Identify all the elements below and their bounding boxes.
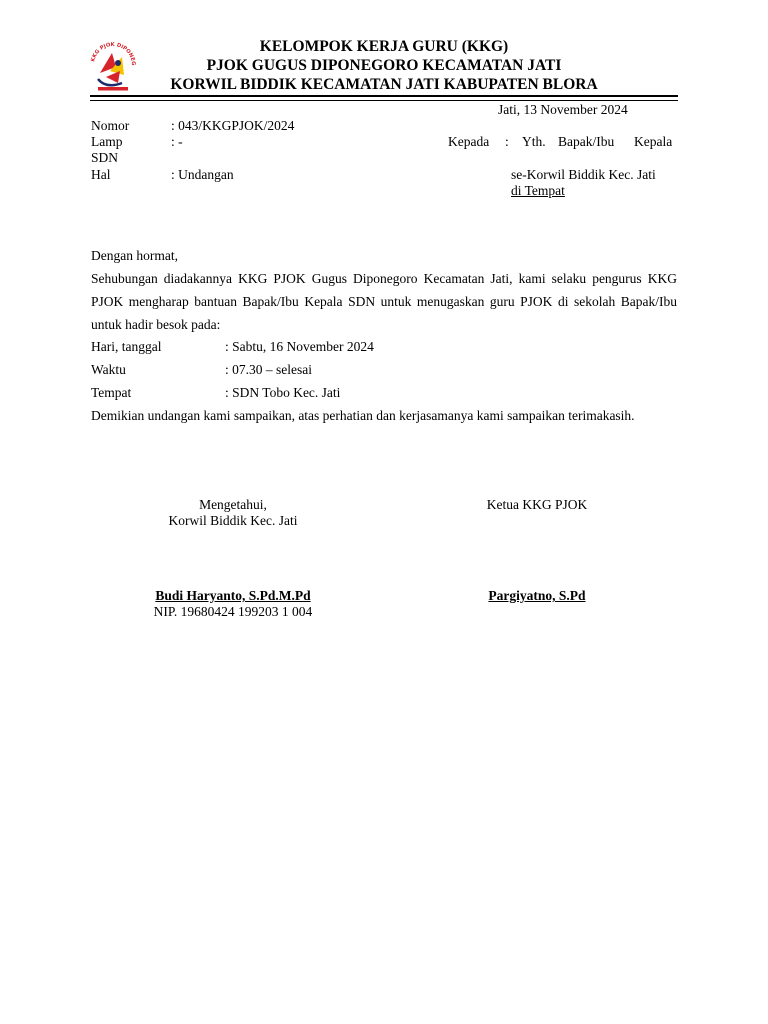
lamp-label: Lamp — [91, 134, 123, 149]
nomor-value: : 043/KKGPJOK/2024 — [171, 118, 295, 133]
nomor-label: Nomor — [91, 118, 130, 133]
letter-date: Jati, 13 November 2024 — [498, 102, 628, 117]
letterhead-line-2: PJOK GUGUS DIPONEGORO KECAMATAN JATI — [206, 57, 562, 74]
sig-left-line-1: Mengetahui, — [199, 497, 267, 512]
detail-value-time: : 07.30 – selesai — [225, 362, 312, 377]
detail-value-date: : Sabtu, 16 November 2024 — [225, 339, 374, 354]
letterhead-line-1: KELOMPOK KERJA GURU (KKG) — [259, 38, 509, 55]
recipient-bapak-ibu: Bapak/Ibu — [558, 134, 615, 149]
letterhead-rule-thick — [90, 95, 678, 97]
hal-value: : Undangan — [171, 167, 234, 182]
closing-paragraph: Demikian undangan kami sampaikan, atas perhatian dan kerjasamanya kami sampaikan terimakasih. — [91, 408, 635, 423]
kepada-label: Kepada — [448, 134, 490, 149]
detail-label-time: Waktu — [91, 362, 126, 377]
lamp-value: : - — [171, 134, 183, 149]
recipient-kepala: Kepala — [634, 134, 673, 149]
kepada-colon: : — [505, 134, 509, 149]
letterhead-line-3: KORWIL BIDDIK KECAMATAN JATI KABUPATEN BLORA — [170, 76, 598, 93]
recipient-line-2: se-Korwil Biddik Kec. Jati — [511, 167, 656, 182]
body-paragraph-1: Sehubungan diadakannya KKG PJOK Gugus Diponegoro Kecamatan Jati, kami selaku pengurus KKG PJOK mengharap bantuan Bapak/Ibu Kepala SDN untuk menugaskan guru PJOK di sekolah Bapak/Ibu untuk hadir besok pada: — [91, 271, 677, 332]
sig-right-name: Pargiyatno, S.Pd — [488, 588, 586, 603]
sig-left-name: Budi Haryanto, S.Pd.M.Pd — [155, 588, 311, 603]
sig-right-line-1: Ketua KKG PJOK — [486, 497, 588, 512]
detail-label-place: Tempat — [91, 385, 132, 400]
recipient-yth: Yth. — [522, 134, 546, 149]
detail-value-place: : SDN Tobo Kec. Jati — [225, 385, 341, 400]
recipient-line-3: di Tempat — [511, 183, 565, 198]
sdn-wrap-text: SDN — [91, 150, 119, 165]
sig-left-line-2: Korwil Biddik Kec. Jati — [168, 513, 298, 528]
greeting: Dengan hormat, — [91, 248, 178, 263]
logo-arc-text: KKG PJOK DIPONEG — [90, 41, 137, 66]
hal-label: Hal — [91, 167, 111, 182]
letterhead-rule-thin — [90, 100, 678, 101]
detail-label-date: Hari, tanggal — [91, 339, 162, 354]
sig-left-nip: NIP. 19680424 199203 1 004 — [153, 604, 313, 619]
